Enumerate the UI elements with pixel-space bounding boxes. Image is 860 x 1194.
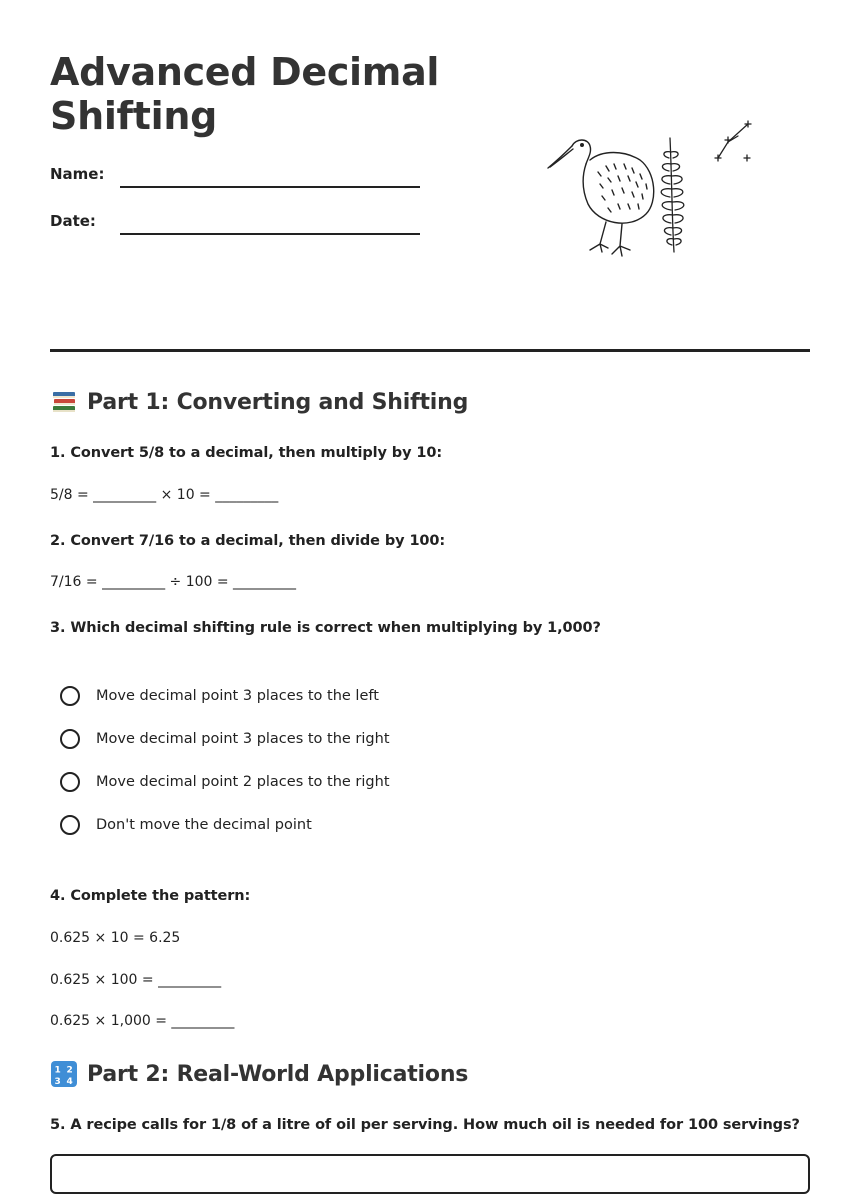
question-1-equation[interactable]: 5/8 = _________ × 10 = _________ <box>50 487 279 503</box>
part1-heading-text: Part 1: Converting and Shifting <box>87 389 469 415</box>
svg-text:2: 2 <box>66 1065 73 1076</box>
question-5-answer-box[interactable] <box>50 1154 810 1194</box>
svg-text:1: 1 <box>54 1065 61 1076</box>
question-2-equation[interactable]: 7/16 = _________ ÷ 100 = _________ <box>50 574 297 590</box>
numbers-1234-icon <box>50 1060 78 1088</box>
question-4-line-2[interactable]: 0.625 × 100 = _________ <box>50 972 222 988</box>
question-4-line-3[interactable]: 0.625 × 1,000 = _________ <box>50 1013 235 1029</box>
radio-button[interactable] <box>60 729 80 749</box>
question-4-line-1: 0.625 × 10 = 6.25 <box>50 930 181 946</box>
worksheet-title: Advanced Decimal Shifting <box>50 50 440 138</box>
question-3-option-b[interactable] <box>60 726 390 752</box>
fern-icon <box>661 138 684 252</box>
part2-heading <box>50 1060 468 1088</box>
worksheet-page <box>50 0 810 1161</box>
option-label: Move decimal point 3 places to the left <box>96 688 379 704</box>
radio-button[interactable] <box>60 815 80 835</box>
question-4-prompt: 4. Complete the pattern: <box>50 888 251 904</box>
question-3-option-c[interactable] <box>60 769 390 795</box>
svg-text:4: 4 <box>66 1077 73 1087</box>
question-3-option-a[interactable] <box>60 683 379 709</box>
question-3-prompt: 3. Which decimal shifting rule is correct when multiplying by 1,000? <box>50 620 601 636</box>
option-label: Move decimal point 2 places to the right <box>96 774 390 790</box>
date-field[interactable] <box>120 233 420 235</box>
name-label: Name: <box>50 165 105 183</box>
svg-text:3: 3 <box>54 1077 61 1087</box>
kiwi-fern-illustration <box>542 112 762 262</box>
question-2-prompt: 2. Convert 7/16 to a decimal, then divide by 100: <box>50 533 446 549</box>
radio-button[interactable] <box>60 772 80 792</box>
question-5-prompt: 5. A recipe calls for 1/8 of a litre of oil per serving. How much oil is needed for 100 servings? <box>50 1117 800 1133</box>
date-label: Date: <box>50 212 96 230</box>
question-3-option-d[interactable] <box>60 812 312 838</box>
part2-heading-text: Part 2: Real-World Applications <box>87 1061 469 1087</box>
option-label: Move decimal point 3 places to the right <box>96 731 390 747</box>
part1-heading <box>50 388 468 416</box>
books-icon <box>50 388 78 416</box>
section-divider <box>50 349 810 352</box>
question-1-prompt: 1. Convert 5/8 to a decimal, then multiply by 10: <box>50 445 443 461</box>
option-label: Don't move the decimal point <box>96 817 312 833</box>
constellation-icon <box>715 121 751 161</box>
kiwi-bird-icon <box>548 140 654 256</box>
radio-button[interactable] <box>60 686 80 706</box>
name-field[interactable] <box>120 186 420 188</box>
